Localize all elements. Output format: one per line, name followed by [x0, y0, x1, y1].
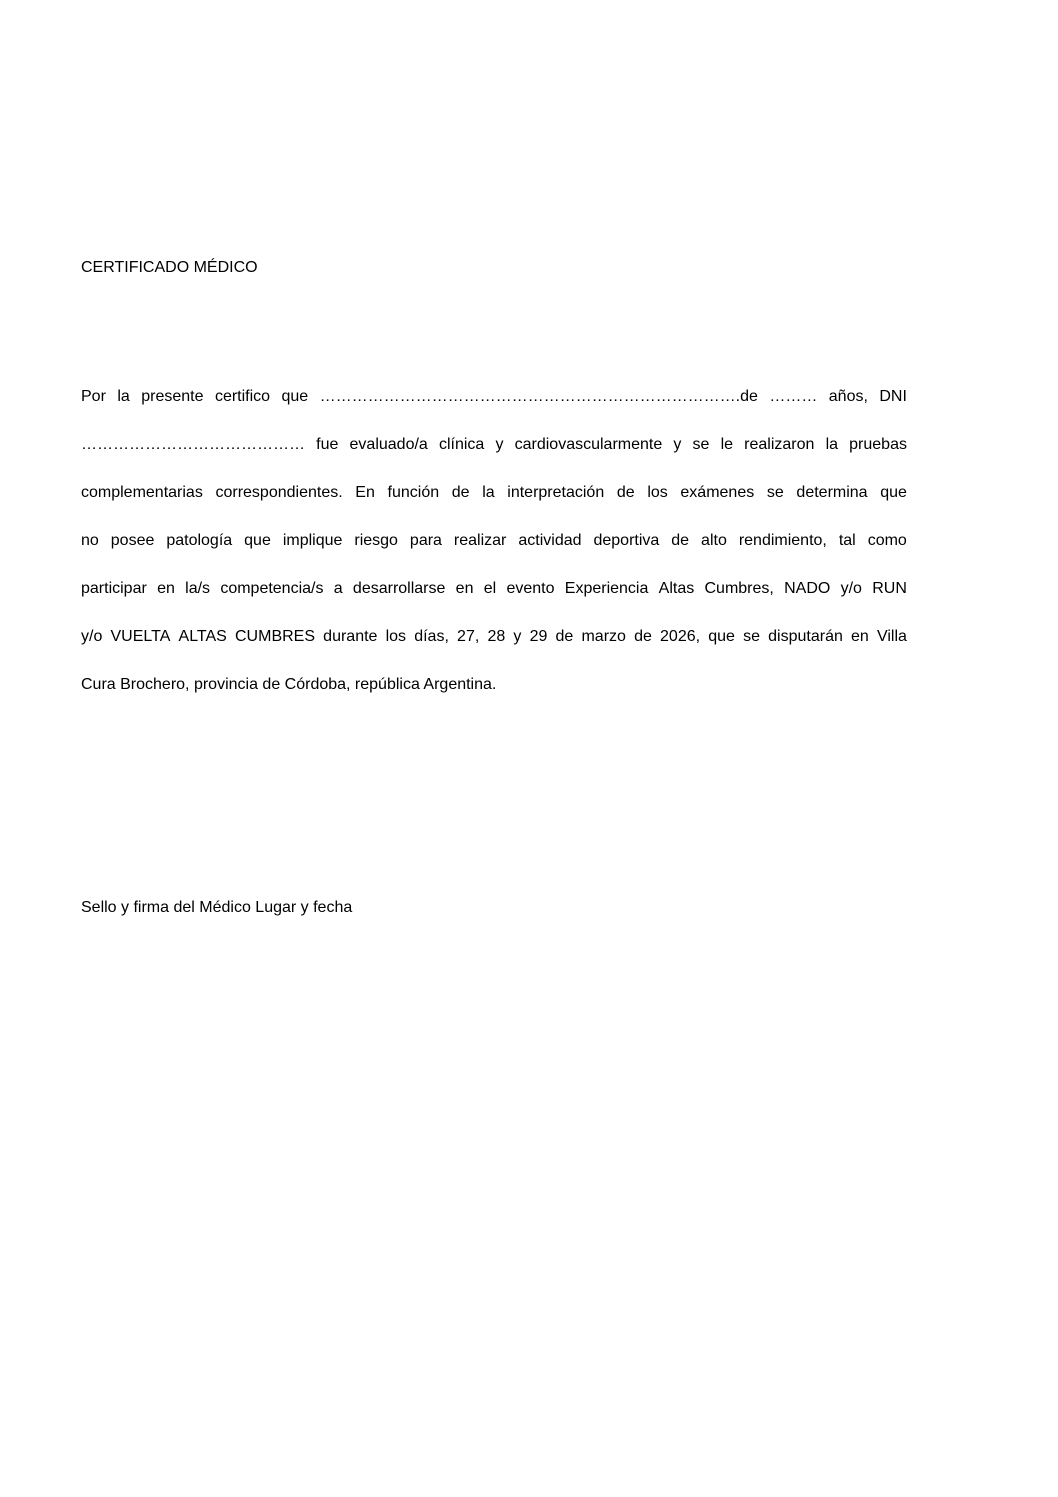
paragraph-word: que [281, 388, 309, 405]
paragraph-word: y/o [81, 628, 103, 645]
paragraph-word: días, [414, 628, 449, 645]
paragraph-word: de [555, 628, 574, 645]
paragraph-word: se [743, 628, 760, 645]
paragraph-word: CUMBRES [235, 628, 316, 645]
paragraph-word: el [483, 580, 497, 597]
paragraph-line [81, 529, 907, 577]
signature-line: Sello y firma del Médico Lugar y fecha [81, 899, 353, 916]
paragraph-line [81, 481, 907, 529]
paragraph-word: de [451, 484, 470, 501]
paragraph-word: y [673, 436, 682, 453]
paragraph-word: pruebas [849, 436, 907, 453]
paragraph-word: clínica [438, 436, 485, 453]
paragraph-word: en [157, 580, 175, 597]
paragraph-word: …………………………………… [81, 436, 305, 453]
paragraph-word: riesgo [354, 532, 398, 549]
paragraph-word: certifico [214, 388, 271, 405]
paragraph-word: …………………………………………………………………….de [319, 388, 758, 405]
paragraph-word: marzo [581, 628, 626, 645]
paragraph-word: VUELTA [110, 628, 171, 645]
paragraph-word: le [720, 436, 734, 453]
paragraph-line [81, 577, 907, 625]
paragraph-word: de [671, 532, 690, 549]
paragraph-word: que [880, 484, 907, 501]
paragraph-word: posee [110, 532, 155, 549]
paragraph-word: 28 [487, 628, 506, 645]
paragraph-word: Por [81, 388, 106, 405]
paragraph-word: 29 [529, 628, 548, 645]
paragraph-word: como [867, 532, 907, 549]
paragraph-word: ALTAS [178, 628, 227, 645]
paragraph-word: no [81, 532, 99, 549]
paragraph-word: cardiovascularmente [514, 436, 663, 453]
paragraph-word: que [708, 628, 735, 645]
paragraph-word: de [616, 484, 635, 501]
paragraph-word: Villa [876, 628, 907, 645]
paragraph-line [81, 625, 907, 673]
paragraph-word: Altas [658, 580, 695, 597]
paragraph-word: fue [316, 436, 339, 453]
paragraph-word: RUN [872, 580, 907, 597]
paragraph-word: presente [141, 388, 204, 405]
paragraph-word: a [333, 580, 343, 597]
paragraph-word: y [513, 628, 522, 645]
paragraph-word: En [355, 484, 375, 501]
document-title: CERTIFICADO MÉDICO [81, 259, 258, 276]
paragraph-word: de [634, 628, 652, 645]
paragraph-word: actividad [518, 532, 582, 549]
paragraph-word: alto [701, 532, 727, 549]
paragraph-word: patología [166, 532, 233, 549]
certificate-paragraph [81, 385, 907, 721]
paragraph-word: Cumbres, [704, 580, 774, 597]
paragraph-word: exámenes [680, 484, 755, 501]
paragraph-word: realizar [453, 532, 507, 549]
paragraph-word: determina [796, 484, 868, 501]
paragraph-word: disputarán [768, 628, 843, 645]
paragraph-word: complementarias [81, 484, 203, 501]
paragraph-word: correspondientes. [215, 484, 343, 501]
paragraph-word: desarrollarse [352, 580, 446, 597]
paragraph-word: participar [81, 580, 147, 597]
paragraph-word: Experiencia [564, 580, 649, 597]
paragraph-word: que [244, 532, 271, 549]
paragraph-word: y/o [840, 580, 862, 597]
paragraph-word: interpretación [507, 484, 605, 501]
paragraph-word: ……… [769, 388, 818, 405]
paragraph-word: tal [838, 532, 856, 549]
paragraph-word: realizaron [744, 436, 815, 453]
paragraph-word: la [825, 436, 839, 453]
paragraph-word: la [117, 388, 130, 405]
paragraph-word: en [851, 628, 869, 645]
paragraph-last-line: Cura Brochero, provincia de Córdoba, república Argentina. [81, 676, 497, 693]
paragraph-word: años, [828, 388, 868, 405]
paragraph-word: y [495, 436, 504, 453]
paragraph-word: evaluado/a [349, 436, 428, 453]
paragraph-word: 27, [457, 628, 480, 645]
paragraph-word: se [766, 484, 784, 501]
paragraph-word: implique [282, 532, 343, 549]
paragraph-word: deportiva [593, 532, 660, 549]
paragraph-line [81, 433, 907, 481]
paragraph-word: se [692, 436, 710, 453]
paragraph-word: competencia/s [220, 580, 324, 597]
paragraph-word: función [387, 484, 440, 501]
paragraph-line [81, 385, 907, 433]
paragraph-word: evento [506, 580, 555, 597]
paragraph-word: 2026, [660, 628, 701, 645]
paragraph-word: en [455, 580, 474, 597]
paragraph-word: para [409, 532, 442, 549]
paragraph-word: durante [323, 628, 378, 645]
paragraph-word: la [482, 484, 495, 501]
paragraph-word: NADO [784, 580, 831, 597]
paragraph-word: los [385, 628, 407, 645]
paragraph-word: la/s [185, 580, 211, 597]
paragraph-word: los [647, 484, 668, 501]
paragraph-word: DNI [879, 388, 907, 405]
paragraph-word: rendimiento, [738, 532, 827, 549]
